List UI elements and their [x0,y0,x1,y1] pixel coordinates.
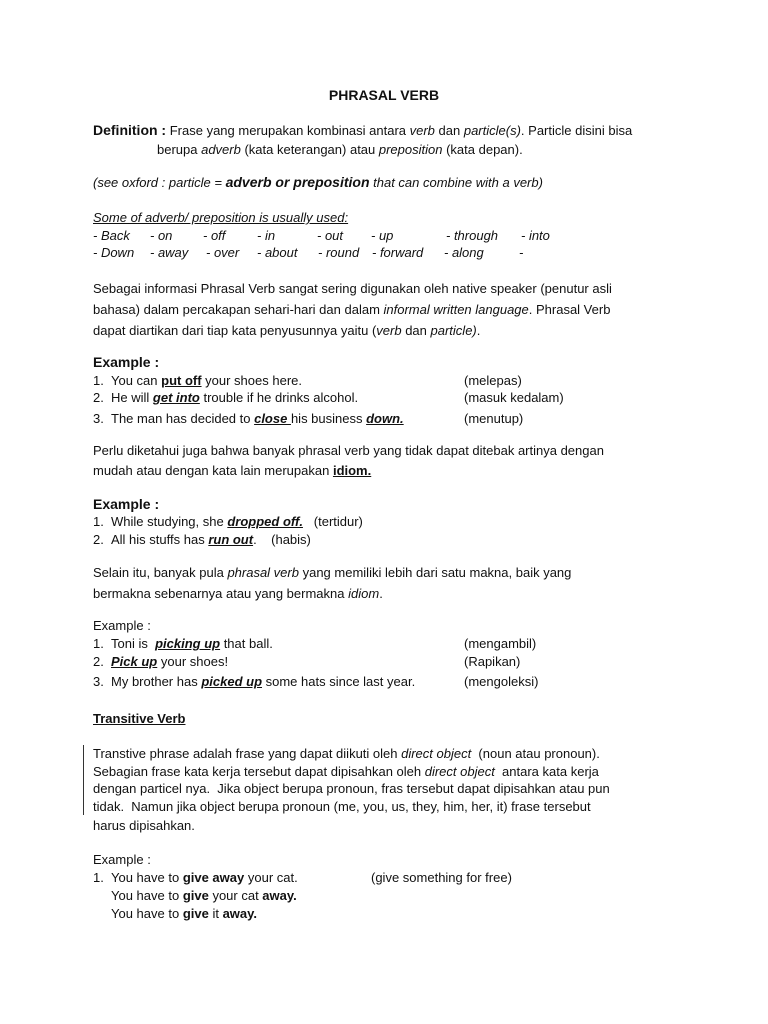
paragraph-1-line-2 [93,301,610,319]
page-title: PHRASAL VERB [328,87,440,103]
text: that ball. [220,636,273,651]
text: bahasa) dalam percakapan sehari-hari dan dalam [93,302,384,317]
text: . Phrasal Verb [528,302,611,317]
paragraph-1-line-1: Sebagai informasi Phrasal Verb sangat sering digunakan oleh native speaker (penutur asli [93,281,612,296]
paragraph-3-line-1 [93,564,571,582]
text: You have to [111,870,183,885]
phrasal-verb: give away [182,870,245,885]
example-1-item-3 [93,410,404,428]
example-4-line-3 [111,905,257,923]
example-4-item-1 [93,869,298,887]
particles-heading: Some of adverb/ preposition is usually used: [93,210,349,225]
particle-item: - [519,245,524,260]
transitive-line-2 [93,763,599,781]
text: (tertidur) [302,514,363,529]
text: . Particle disini bisa [520,123,633,138]
text: particle(s) [463,123,521,138]
text: dapat diartikan dari tiap kata penyusunnya yaitu ( [93,323,377,338]
particle-item: - into [521,228,550,243]
item-number: 3. [93,411,104,426]
text: dan [401,323,431,338]
text: . [476,323,481,338]
particle-item: - on [150,228,173,243]
definition-line-2 [157,141,523,159]
definition-line-1 [93,121,632,140]
text: direct object [424,764,495,779]
particle-item: - forward [372,245,424,260]
text: antara kata kerja [494,764,599,779]
phrasal-verb: away. [262,888,297,903]
text: that can combine with a verb) [369,175,543,190]
phrasal-verb: picked up [201,674,263,689]
particle-item: - Down [93,245,135,260]
text: your cat [208,888,263,903]
particle-item: - round [318,245,360,260]
item-number: 1. [93,636,104,651]
text: While studying, she [111,514,228,529]
text: particle) [430,323,477,338]
text: idiom [348,586,380,601]
text: Toni is [111,636,156,651]
text: preposition [378,142,443,157]
text: All his stuffs has [111,532,209,547]
text: My brother has [111,674,202,689]
text: You can [111,373,162,388]
oxford-note [93,173,543,192]
translation: (menutup) [464,411,524,426]
text: it [208,906,223,921]
particle-item: - out [317,228,344,243]
example-1-item-1 [93,372,302,390]
text: (see oxford : particle = [93,175,226,190]
text: (noun atau pronoun). [471,746,600,761]
text: You have to [111,906,183,921]
transitive-line-4: tidak. Namun jika object berupa pronoun (me, you, us, they, him, her, it) frase tersebut [93,799,591,814]
example-2-heading: Example : [93,496,160,512]
particle-item: - off [203,228,226,243]
phrasal-verb: run out [208,532,254,547]
item-number: 1. [93,514,104,529]
idiom-term: idiom. [332,463,372,478]
translation: (masuk kedalam) [464,390,564,405]
example-3-item-3 [93,673,415,691]
text: The man has decided to [111,411,255,426]
particle-item: - over [206,245,240,260]
particle-item: - away [150,245,189,260]
transitive-verb-heading: Transitive Verb [93,711,186,726]
phrasal-verb: close [254,411,291,426]
example-1-item-2 [93,389,358,407]
text: He will [111,390,153,405]
text: trouble if he drinks alcohol. [199,390,359,405]
transitive-line-5: harus dipisahkan. [93,818,195,833]
translation: (Rapikan) [464,654,521,669]
text: phrasal verb [227,565,299,580]
item-number: 2. [93,390,104,405]
item-number: 1. [93,373,104,388]
text: some hats since last year. [262,674,416,689]
particle-item: - along [444,245,484,260]
transitive-line-1 [93,745,600,763]
particle-item: - up [371,228,394,243]
text: his business [290,411,367,426]
transitive-line-3: dengan particel nya. Jika object berupa pronoun, fras tersebut dapat dipisahkan atau pun [93,781,610,796]
text: You have to [111,888,183,903]
text: verb [409,123,435,138]
example-2-item-2 [93,531,311,549]
translation: (melepas) [464,373,522,388]
definition-label: Definition : [93,122,167,138]
text: Selain itu, banyak pula [93,565,228,580]
text: adverb [201,142,241,157]
paragraph-2-line-1: Perlu diketahui juga bahwa banyak phrasal verb yang tidak dapat ditebak artinya dengan [93,443,604,458]
phrasal-verb: put off [161,373,202,388]
item-number: 2. [93,654,104,669]
particle-item: - about [257,245,298,260]
text: adverb or preposition [225,174,370,190]
text: yang memiliki lebih dari satu makna, baik yang [298,565,572,580]
text: your cat. [244,870,298,885]
example-1-heading: Example : [93,354,160,370]
phrasal-verb: down. [366,411,404,426]
text: your shoes here. [201,373,302,388]
example-3-heading: Example : [93,618,151,633]
text: . (habis) [253,532,311,547]
text: Frase yang merupakan kombinasi antara [166,123,410,138]
text: bermakna sebenarnya atau yang bermakna [93,586,349,601]
example-4-heading: Example : [93,852,151,867]
text: mudah atau dengan kata lain merupakan [93,463,333,478]
paragraph-2-line-2 [93,462,371,480]
margin-change-bar [83,745,84,815]
item-number: 2. [93,532,104,547]
text: your shoes! [157,654,229,669]
item-number: 3. [93,674,104,689]
text: berupa [157,142,202,157]
text: Sebagian frase kata kerja tersebut dapat dipisahkan oleh [93,764,425,779]
phrasal-verb: picking up [155,636,221,651]
paragraph-1-line-3 [93,322,480,340]
text: (kata depan). [442,142,523,157]
phrasal-verb: Pick up [111,654,158,669]
paragraph-3-line-2 [93,585,383,603]
example-3-item-1 [93,635,273,653]
phrasal-verb: away. [222,906,258,921]
text: (kata keterangan) atau [240,142,379,157]
example-4-line-2 [111,887,297,905]
item-number: 1. [93,870,104,885]
text: verb [376,323,402,338]
text: Transtive phrase adalah frase yang dapat diikuti oleh [93,746,402,761]
example-2-item-1 [93,513,363,531]
translation: (give something for free) [371,870,512,885]
phrasal-verb: get into [152,390,200,405]
text: direct object [401,746,472,761]
particle-item: - Back [93,228,130,243]
translation: (mengoleksi) [464,674,539,689]
example-3-item-2 [93,653,228,671]
text: dan [434,123,464,138]
text: informal written language [383,302,529,317]
particle-item: - through [446,228,499,243]
phrasal-verb: dropped off. [227,514,303,529]
text: . [379,586,383,601]
translation: (mengambil) [464,636,537,651]
particle-item: - in [257,228,276,243]
phrasal-verb: give [182,888,209,903]
phrasal-verb: give [182,906,209,921]
